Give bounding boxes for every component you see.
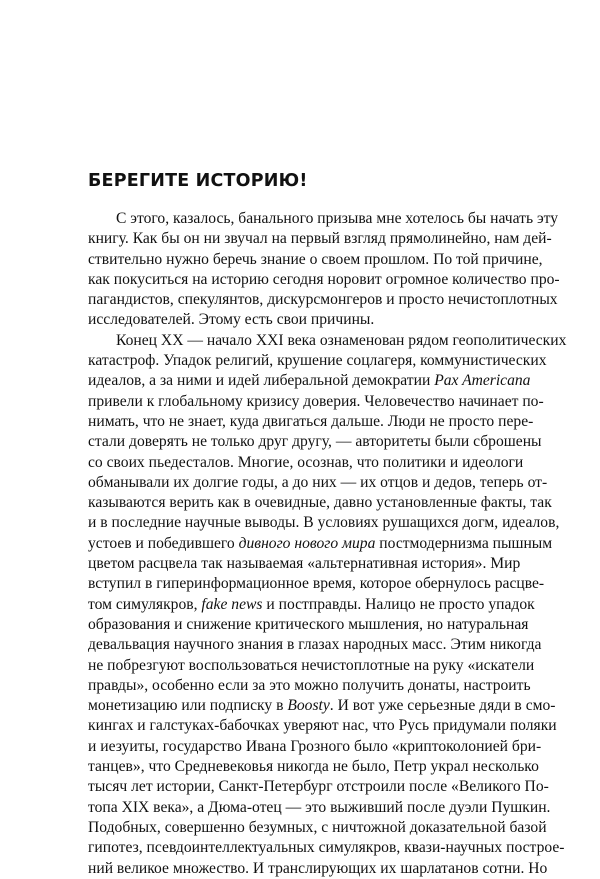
text-run: ний великое множество. И транслирующих их шарлатанов сотни. Но xyxy=(88,859,548,877)
text-line xyxy=(88,473,548,493)
text-line xyxy=(88,270,560,290)
text-run: Подобных, совершенно безумных, с ничтожной доказательной базой xyxy=(88,818,547,836)
text-line xyxy=(88,392,544,412)
chapter-title: БЕРЕГИТЕ ИСТОРИЮ! xyxy=(88,171,308,191)
text-run: пагандистов, спекулянтов, дискурсмонгеров и просто нечистоплотных xyxy=(88,291,558,309)
text-run: устоев и победившего xyxy=(88,534,239,552)
text-run: правды», особенно если за это можно получить донаты, настроить xyxy=(88,676,531,694)
text-run: обманывали их долгие годы, а до них — их отцов и дедов, теперь от- xyxy=(88,473,548,491)
text-run: вступил в гиперинформационное время, которое обернулось расцве- xyxy=(88,575,545,593)
text-run: девальвация научного знания в глазах народных масс. Этим никогда xyxy=(88,636,542,654)
text-run: тысяч лет истории, Санкт-Петербург отстроили после «Великого По- xyxy=(88,778,549,796)
paragraph xyxy=(88,331,567,879)
text-run: топа XIX века», а Дюма-отец — это выживший после дуэли Пушкин. xyxy=(88,798,551,816)
text-run: и в последние научные выводы. В условиях рушащихся догм, идеалов, xyxy=(88,514,560,532)
italic-text: Boosty xyxy=(287,697,330,715)
italic-text: Pax Americana xyxy=(434,372,531,390)
text-run: кингах и галстуках-бабочках уверяют нас, что Русь придумали поляки xyxy=(88,717,557,735)
text-line xyxy=(88,209,559,229)
text-line xyxy=(88,716,557,736)
text-line xyxy=(88,757,539,777)
text-line xyxy=(88,615,529,635)
text-line xyxy=(88,574,545,594)
text-run: постмодернизма пышным xyxy=(375,534,553,552)
text-run: С этого, казалось, банального призыва мне хотелось бы начать эту xyxy=(116,210,559,227)
text-run: идеалов, а за ними и идей либеральной демократии xyxy=(88,372,435,390)
text-run: со своих пьедесталов. Многие, осознав, что политики и идеологи xyxy=(88,453,524,471)
italic-text: fake news xyxy=(201,595,263,613)
text-run: как покуситься на историю сегодня норовит огромное количество про- xyxy=(88,270,560,288)
text-line xyxy=(88,371,531,391)
text-line xyxy=(88,838,565,858)
text-line xyxy=(88,513,560,533)
text-line xyxy=(88,351,547,371)
text-line xyxy=(88,859,548,879)
text-line xyxy=(88,534,553,554)
text-run: исследователей. Этому есть свои причины. xyxy=(88,311,375,329)
text-line xyxy=(88,656,535,676)
text-run: цветом расцвела так называемая «альтернативная история». Мир xyxy=(88,555,521,573)
text-run: стали доверять не только друг другу, — авторитеты были сброшены xyxy=(88,433,542,451)
text-line xyxy=(88,412,534,432)
text-run: катастроф. Упадок религий, крушение соцлагеря, коммунистических xyxy=(88,352,547,370)
text-line xyxy=(88,453,524,473)
body-text xyxy=(88,209,567,879)
text-line xyxy=(88,635,542,655)
text-run: монетизацию или подписку в xyxy=(88,697,288,715)
text-run: . И вот уже серьезные дяди в смо- xyxy=(329,697,556,715)
text-run: казываются верить как в очевидные, давно установленные факты, так xyxy=(88,494,552,512)
text-line xyxy=(88,250,543,270)
text-run: Конец XX — начало XXI века ознаменован рядом геополитических xyxy=(116,331,567,349)
text-run: образования и снижение критического мышления, но натуральная xyxy=(88,615,529,633)
text-run: привели к глобальному кризису доверия. Человечество начинает по- xyxy=(88,392,544,410)
text-line xyxy=(88,554,521,574)
text-line xyxy=(88,493,552,513)
italic-text: дивного нового мира xyxy=(238,534,376,552)
text-line xyxy=(88,696,556,716)
text-run: гипотез, псевдоинтеллектуальных симулякров, квази-научных построе- xyxy=(88,839,565,857)
paragraph xyxy=(88,209,560,331)
text-line xyxy=(88,777,549,797)
text-run: книгу. Как бы он ни звучал на первый взгляд прямолинейно, нам дей- xyxy=(88,230,552,248)
text-run: нимать, что не знает, куда двигаться дальше. Люди не просто пере- xyxy=(88,412,534,430)
text-run: ствительно нужно беречь знание о своем прошлом. По той причине, xyxy=(88,250,543,268)
text-run: танцев», что Средневековья никогда не было, Петр украл несколько xyxy=(88,758,539,776)
text-run: и постправды. Налицо не просто упадок xyxy=(262,595,535,613)
text-line xyxy=(88,331,567,351)
text-line xyxy=(88,676,531,696)
text-run: и иезуиты, государство Ивана Грозного было «криптоколонией бри- xyxy=(88,737,542,755)
text-line xyxy=(88,798,551,818)
text-run: не побрезгуют воспользоваться нечистоплотные на руку «искатели xyxy=(88,656,535,674)
text-line xyxy=(88,310,514,330)
text-line xyxy=(88,229,552,249)
text-line xyxy=(88,432,542,452)
text-line xyxy=(88,290,558,310)
text-line xyxy=(88,737,542,757)
text-line xyxy=(88,595,535,615)
text-line xyxy=(88,818,547,838)
text-run: том симулякров, xyxy=(88,595,202,613)
